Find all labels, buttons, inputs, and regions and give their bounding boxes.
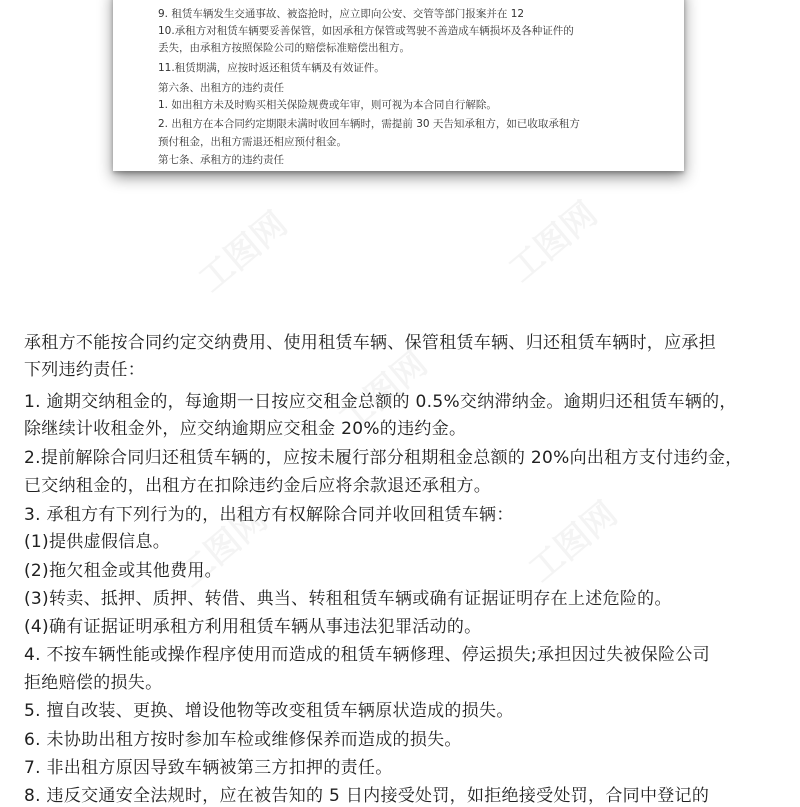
body-line: (1)提供虚假信息。 (24, 532, 171, 552)
body-line: 承租方不能按合同约定交纳费用、使用租赁车辆、保管租赁车辆、归还租赁车辆时，应承担 (24, 333, 716, 353)
body-line: (3)转卖、抵押、质押、转借、典当、转租租赁车辆或确有证据证明存在上述危险的。 (24, 589, 672, 609)
body-line: 3. 承租方有下列行为的，出租方有权解除合同并收回租赁车辆： (24, 505, 514, 525)
preview-line: 1. 如出租方未及时购买相关保险规费或年审，则可视为本合同自行解除。 (158, 99, 497, 111)
body-line: 拒绝赔偿的损失。 (24, 673, 163, 693)
preview-line: 第七条、承租方的违约责任 (158, 154, 284, 166)
body-line: (2)拖欠租金或其他费用。 (24, 561, 222, 581)
body-line: 5. 擅自改装、更换、增设他物等改变租赁车辆原状造成的损失。 (24, 701, 514, 721)
body-line: 下列违约责任： (24, 360, 146, 380)
body-line: 已交纳租金的，出租方在扣除违约金后应将余款退还承租方。 (24, 476, 492, 496)
watermark (516, 488, 626, 591)
body-line: 4. 不按车辆性能或操作程序使用而造成的租赁车辆修理、停运损失;承担因过失被保险公司 (24, 645, 710, 665)
document-preview-card (113, 0, 684, 171)
body-line: 7. 非出租方原因导致车辆被第三方扣押的责任。 (24, 758, 393, 778)
preview-line: 第六条、出租方的违约责任 (158, 82, 284, 94)
body-line: 1. 逾期交纳租金的，每逾期一日按应交租金总额的 0.5%交纳滞纳金。逾期归还租赁车辆的， (24, 392, 737, 412)
body-line: 8. 违反交通安全法规时，应在被告知的 5 日内接受处罚，如拒绝接受处罚，合同中登记的 (24, 786, 710, 806)
body-line: (4)确有证据证明承租方利用租赁车辆从事违法犯罪活动的。 (24, 617, 482, 637)
watermark (186, 198, 296, 301)
preview-line: 预付租金，出租方需退还相应预付租金。 (158, 136, 347, 148)
preview-line: 丢失，由承租方按照保险公司的赔偿标准赔偿出租方。 (158, 42, 410, 54)
preview-line: 11.租赁期满，应按时返还租赁车辆及有效证件。 (158, 62, 385, 74)
body-line: 6. 未协助出租方按时参加车检或维修保养而造成的损失。 (24, 730, 462, 750)
body-line: 除继续计收租金外，应交纳逾期应交租金 20%的违约金。 (24, 419, 467, 439)
preview-line: 9. 租赁车辆发生交通事故、被盗抢时，应立即向公安、交管等部门报案并在 12 (158, 8, 525, 20)
body-line: 2.提前解除合同归还租赁车辆的，应按未履行部分租期租金总额的 20%向出租方支付违约金， (24, 448, 743, 468)
watermark (496, 188, 606, 291)
preview-line: 2. 出租方在本合同约定期限未满时收回车辆时，需提前 30 天告知承租方，如已收取承租方 (158, 118, 580, 130)
preview-line: 10.承租方对租赁车辆要妥善保管，如因承租方保管或驾驶不善造成车辆损坏及各种证件的 (158, 25, 574, 37)
